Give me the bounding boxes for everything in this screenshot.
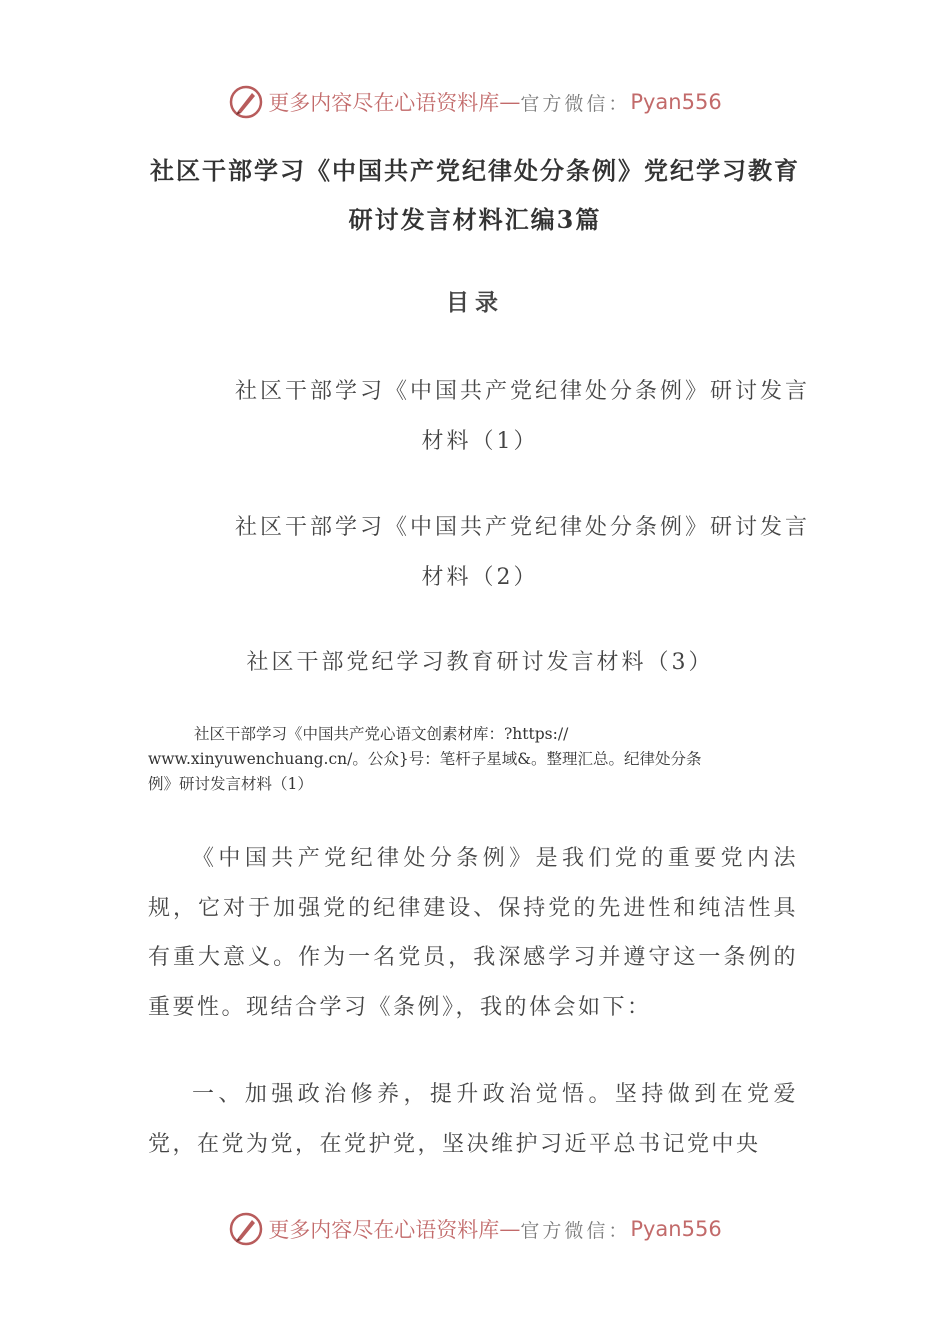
banner-wechat-id: Pyan556 <box>630 1217 722 1241</box>
banner-brand: 更多内容尽在心语资料库 <box>268 1218 500 1242</box>
body-paragraph-1: 《中国共产党纪律处分条例》是我们党的重要党内法规，它对于加强党的纪律建设、保持党的先进性和纯洁性具有重大意义。作为一名党员，我深感学习并遵守这一条例的重要性。现结合学习《条例》，我的体会如下： <box>148 846 798 1020</box>
toc-entry-1-line2: 材料（1） <box>421 429 539 454</box>
section-heading-note <box>148 722 798 797</box>
pen-logo-icon <box>228 84 264 120</box>
banner-wechat-id: Pyan556 <box>630 90 722 114</box>
banner-wechat-label: 官方微信： <box>520 92 631 115</box>
note-line3: 例》研讨发言材料（1） <box>148 775 313 793</box>
banner-dash: — <box>499 1217 521 1241</box>
toc-entry-3-line1: 社区干部党纪学习教育研讨发言材料（3） <box>246 650 714 675</box>
toc-entry-2-line1: 社区干部学习《中国共产党纪律处分条例》研讨发言 <box>234 515 810 540</box>
document-title-line1: 社区干部学习《中国共产党纪律处分条例》党纪学习教育 <box>150 156 800 185</box>
header-banner <box>0 82 950 122</box>
banner-dash: — <box>499 90 521 114</box>
document-title-line2: 研讨发言材料汇编3篇 <box>348 205 602 234</box>
toc-entry-3[interactable] <box>150 638 810 688</box>
pen-logo-icon <box>228 1211 264 1247</box>
toc-entry-1-line1: 社区干部学习《中国共产党纪律处分条例》研讨发言 <box>234 379 810 404</box>
toc-entry-2-line2: 材料（2） <box>421 565 539 590</box>
note-line1: 社区干部学习《中国共产党心语文创素材库：?https:// <box>194 725 569 743</box>
banner-brand: 更多内容尽在心语资料库 <box>268 91 500 115</box>
toc-heading: 目录 <box>446 289 504 316</box>
footer-banner <box>0 1209 950 1249</box>
toc-entry-2[interactable] <box>150 503 810 603</box>
body-paragraph-2: 一、加强政治修养，提升政治觉悟。坚持做到在党爱党，在党为党，在党护党，坚决维护习近平总书记党中央 <box>148 1082 798 1157</box>
banner-wechat-label: 官方微信： <box>520 1219 631 1242</box>
note-line2: www.xinyuwenchuang.cn/。公众}号：笔杆子星域&。整理汇总。纪律处分条 <box>148 750 702 768</box>
toc-entry-1[interactable] <box>150 367 810 467</box>
